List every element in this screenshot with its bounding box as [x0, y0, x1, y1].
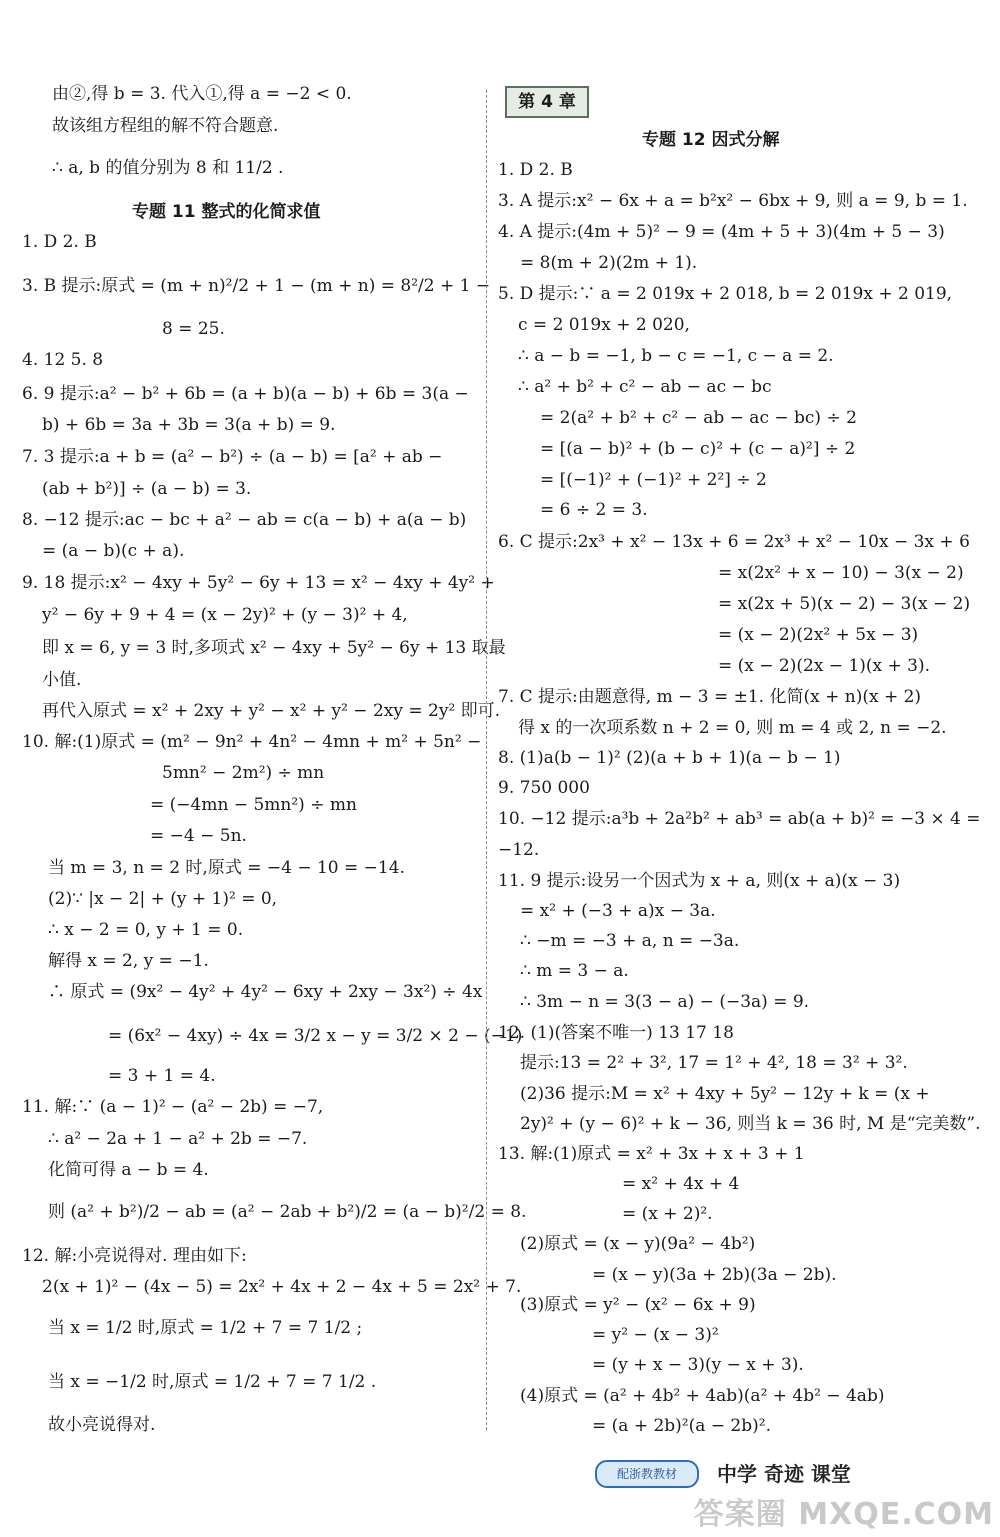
answer-line: = (y + x − 3)(y − x + 3).	[592, 1355, 804, 1375]
answer-line: ∴ 原式 = (9x² − 4y² + 4y² − 6xy + 2xy − 3x²) ÷ 4x	[48, 982, 483, 1002]
answer-line: ∴ a − b = −1, b − c = −1, c − a = 2.	[518, 346, 834, 366]
answer-line: ∴ a, b 的值分别为 8 和 11/2 .	[52, 158, 284, 178]
answer-line: = x(2x² + x − 10) − 3(x − 2)	[718, 563, 964, 583]
brand-name: 中学 奇迹 课堂	[717, 1462, 851, 1486]
answer-line: = [(a − b)² + (b − c)² + (c − a)²] ÷ 2	[540, 439, 856, 459]
answer-line: 解得 x = 2, y = −1.	[48, 951, 209, 971]
answer-line: 提示:13 = 2² + 3², 17 = 1² + 4², 18 = 3² + 3².	[520, 1053, 908, 1073]
answer-line: 则 (a² + b²)/2 − ab = (a² − 2ab + b²)/2 = (a − b)²/2 = 8.	[48, 1202, 527, 1222]
answer-line: 化简可得 a − b = 4.	[48, 1160, 209, 1180]
answer-line: 13. 解:(1)原式 = x² + 3x + x + 3 + 1	[498, 1144, 805, 1164]
answer-line: 5mn² − 2m²) ÷ mn	[162, 763, 325, 783]
answer-line: 3. A 提示:x² − 6x + a = b²x² − 6bx + 9, 则 a = 9, b = 1.	[498, 191, 968, 211]
answer-line: 故该组方程组的解不符合题意.	[52, 116, 279, 136]
answer-line: 小值.	[42, 670, 82, 690]
answer-line: ∴ a² + b² + c² − ab − ac − bc	[518, 377, 772, 397]
answer-line: 6. 9 提示:a² − b² + 6b = (a + b)(a − b) + 6b = 3(a −	[22, 384, 469, 404]
answer-line: b) + 6b = 3a + 3b = 3(a + b) = 9.	[42, 415, 336, 435]
answer-line: = (x + 2)².	[622, 1204, 713, 1224]
answer-line: = −4 − 5n.	[150, 826, 247, 846]
answer-line: (3)原式 = y² − (x² − 6x + 9)	[520, 1295, 756, 1315]
answer-line: ∴ x − 2 = 0, y + 1 = 0.	[48, 920, 244, 940]
answer-line: = (x − 2)(2x − 1)(x + 3).	[718, 656, 931, 676]
answer-line: 4. A 提示:(4m + 5)² − 9 = (4m + 5 + 3)(4m + 5 − 3)	[498, 222, 945, 242]
answer-line: 2y)² + (y − 6)² + k − 36, 则当 k = 36 时, M 是“完美数”.	[520, 1114, 981, 1134]
answer-line: 再代入原式 = x² + 2xy + y² − x² + y² − 2xy = 2y² 即可.	[42, 701, 501, 721]
answer-line: ∴ m = 3 − a.	[520, 961, 629, 981]
answer-line: (4)原式 = (a² + 4b² + 4ab)(a² + 4b² − 4ab)	[520, 1386, 885, 1406]
answer-line: 12. (1)(答案不唯一) 13 17 18	[498, 1023, 734, 1043]
column-divider	[486, 90, 487, 1430]
answer-line: ∴ −m = −3 + a, n = −3a.	[520, 931, 740, 951]
answer-line: = (a + 2b)²(a − 2b)².	[592, 1416, 771, 1436]
answer-line: (2)原式 = (x − y)(9a² − 4b²)	[520, 1234, 756, 1254]
answer-line: (ab + b²)] ÷ (a − b) = 3.	[42, 479, 252, 499]
section-heading: 专题 12 因式分解	[642, 130, 780, 150]
answer-line: 8. (1)a(b − 1)² (2)(a + b + 1)(a − b − 1)	[498, 748, 841, 768]
answer-line: 当 x = −1/2 时,原式 = 1/2 + 7 = 7 1/2 .	[48, 1372, 377, 1392]
answer-line: (2)∵ |x − 2| + (y + 1)² = 0,	[48, 889, 278, 909]
answer-line: = x² + (−3 + a)x − 3a.	[520, 901, 716, 921]
answer-line: 6. C 提示:2x³ + x² − 13x + 6 = 2x³ + x² − 10x − 3x + 6	[498, 532, 970, 552]
answer-line: 7. 3 提示:a + b = (a² − b²) ÷ (a − b) = [a² + ab −	[22, 447, 443, 467]
answer-line: ∴ 3m − n = 3(3 − a) − (−3a) = 9.	[520, 992, 810, 1012]
answer-line: 1. D 2. B	[22, 232, 97, 252]
answer-line: 当 x = 1/2 时,原式 = 1/2 + 7 = 7 1/2 ;	[48, 1318, 363, 1338]
answer-line: 11. 解:∵ (a − 1)² − (a² − 2b) = −7,	[22, 1097, 324, 1117]
answer-line: 10. −12 提示:a³b + 2a²b² + ab³ = ab(a + b)² = −3 × 4 =	[498, 809, 981, 829]
answer-line: 3. B 提示:原式 = (m + n)²/2 + 1 − (m + n) = 8²/2 + 1 −	[22, 276, 491, 296]
answer-line: 1. D 2. B	[498, 160, 573, 180]
answer-line: (2)36 提示:M = x² + 4xy + 5y² − 12y + k = (x +	[520, 1084, 930, 1104]
answer-line: 7. C 提示:由题意得, m − 3 = ±1. 化简(x + n)(x + 2)	[498, 687, 922, 707]
answer-line: ∴ a² − 2a + 1 − a² + 2b = −7.	[48, 1129, 308, 1149]
answer-line: 10. 解:(1)原式 = (m² − 9n² + 4n² − 4mn + m² + 5n² −	[22, 732, 482, 752]
chapter-label: 第 4 章	[505, 86, 589, 118]
answer-line: = (−4mn − 5mn²) ÷ mn	[150, 795, 357, 815]
answer-line: 即 x = 6, y = 3 时,多项式 x² − 4xy + 5y² − 6y + 13 取最	[42, 638, 506, 658]
answer-line: = x(2x + 5)(x − 2) − 3(x − 2)	[718, 594, 971, 614]
edition-badge: 配浙教教材	[595, 1460, 699, 1488]
answer-line: y² − 6y + 9 + 4 = (x − 2y)² + (y − 3)² + 4,	[42, 605, 408, 625]
answer-line: 由②,得 b = 3. 代入①,得 a = −2 < 0.	[52, 84, 352, 104]
answer-line: 当 m = 3, n = 2 时,原式 = −4 − 10 = −14.	[48, 858, 405, 878]
answer-line: = [(−1)² + (−1)² + 2²] ÷ 2	[540, 470, 767, 490]
answer-line: 8. −12 提示:ac − bc + a² − ab = c(a − b) + a(a − b)	[22, 510, 467, 530]
section-heading: 专题 11 整式的化简求值	[132, 202, 321, 222]
answer-line: = 2(a² + b² + c² − ab − ac − bc) ÷ 2	[540, 408, 857, 428]
answer-line: 9. 750 000	[498, 778, 590, 798]
answer-line: 5. D 提示:∵ a = 2 019x + 2 018, b = 2 019x + 2 019,	[498, 284, 953, 304]
answer-line: = (x − 2)(2x² + 5x − 3)	[718, 625, 919, 645]
answer-line: = y² − (x − 3)²	[592, 1325, 719, 1345]
watermark-logo: 答案圈 MXQE.COM	[693, 1497, 994, 1532]
answer-line: 2(x + 1)² − (4x − 5) = 2x² + 4x + 2 − 4x + 5 = 2x² + 7.	[42, 1277, 522, 1297]
answer-line: 故小亮说得对.	[48, 1415, 156, 1435]
answer-line: 得 x 的一次项系数 n + 2 = 0, 则 m = 4 或 2, n = −2.	[518, 718, 947, 738]
answer-line: 11. 9 提示:设另一个因式为 x + a, 则(x + a)(x − 3)	[498, 871, 901, 891]
answer-line: = (x − y)(3a + 2b)(3a − 2b).	[592, 1265, 837, 1285]
answer-line: 4. 12 5. 8	[22, 350, 104, 370]
answer-line: = (6x² − 4xy) ÷ 4x = 3/2 x − y = 3/2 × 2 − (−1)	[108, 1026, 523, 1046]
answer-line: = 8(m + 2)(2m + 1).	[520, 253, 698, 273]
answer-line: −12.	[498, 840, 540, 860]
answer-line: = 3 + 1 = 4.	[108, 1066, 216, 1086]
answer-line: c = 2 019x + 2 020,	[518, 315, 690, 335]
answer-line: = x² + 4x + 4	[622, 1174, 740, 1194]
answer-line: = (a − b)(c + a).	[42, 541, 185, 561]
answer-line: 9. 18 提示:x² − 4xy + 5y² − 6y + 13 = x² − 4xy + 4y² +	[22, 573, 495, 593]
answer-line: = 6 ÷ 2 = 3.	[540, 500, 648, 520]
answer-line: 8 = 25.	[162, 319, 225, 339]
answer-line: 12. 解:小亮说得对. 理由如下:	[22, 1246, 247, 1266]
